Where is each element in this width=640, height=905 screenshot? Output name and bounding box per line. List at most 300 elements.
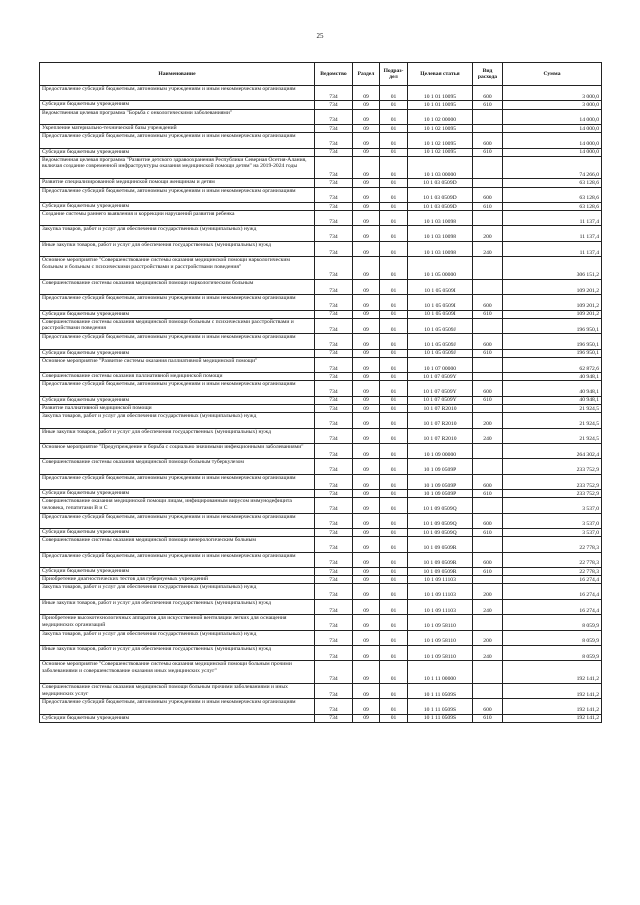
cell-vid-rashoda: 610	[473, 202, 503, 210]
cell-vid-rashoda	[473, 179, 503, 187]
cell-vedomstvo: 734	[315, 513, 353, 528]
cell-summa: 16 274,4	[503, 576, 602, 584]
header-summa: Сумма	[503, 63, 602, 86]
cell-vedomstvo: 734	[315, 404, 353, 412]
cell-name: Предоставление субсидий бюджетным, автономным учреждениям и иным некоммерческим организациям	[40, 295, 315, 310]
cell-vedomstvo: 734	[315, 699, 353, 714]
table-row	[40, 584, 602, 599]
cell-summa: 109 201,2	[503, 310, 602, 318]
cell-summa: 63 128,6	[503, 179, 602, 187]
cell-vid-rashoda: 240	[473, 241, 503, 256]
cell-razdel: 09	[353, 474, 380, 489]
cell-name: Субсидии бюджетным учреждениям	[40, 202, 315, 210]
cell-name: Предоставление субсидий бюджетным, автономным учреждениям и иным некоммерческим организациям	[40, 133, 315, 148]
table-row	[40, 576, 602, 584]
cell-vid-rashoda: 600	[473, 513, 503, 528]
cell-summa: 40 948,1	[503, 396, 602, 404]
cell-podrazdel: 01	[380, 349, 408, 357]
cell-razdel: 09	[353, 699, 380, 714]
cell-vedomstvo: 734	[315, 474, 353, 489]
cell-razdel: 09	[353, 156, 380, 179]
cell-vedomstvo: 734	[315, 133, 353, 148]
cell-vid-rashoda	[473, 357, 503, 372]
cell-podrazdel: 01	[380, 615, 408, 630]
cell-razdel: 09	[353, 86, 380, 101]
cell-name: Предоставление субсидий бюджетным, автономным учреждениям и иным некоммерческим организациям	[40, 187, 315, 202]
cell-vedomstvo: 734	[315, 537, 353, 552]
cell-celevaya-statya: 10 1 03 10098	[408, 211, 473, 226]
table-body	[40, 86, 602, 723]
cell-celevaya-statya: 10 1 09 0509R	[408, 552, 473, 567]
cell-celevaya-statya: 10 1 11 00000	[408, 661, 473, 684]
cell-razdel: 09	[353, 615, 380, 630]
cell-vid-rashoda: 610	[473, 490, 503, 498]
cell-vid-rashoda: 610	[473, 349, 503, 357]
cell-razdel: 09	[353, 513, 380, 528]
cell-name: Основное мероприятие "Совершенствование системы оказания медицинской помощи больным прочими заболеваниями и совершенствование оказания иных медицинских услуг"	[40, 661, 315, 684]
cell-vedomstvo: 734	[315, 156, 353, 179]
cell-podrazdel: 01	[380, 661, 408, 684]
cell-vid-rashoda: 610	[473, 101, 503, 109]
cell-celevaya-statya: 10 1 03 0509D	[408, 187, 473, 202]
cell-celevaya-statya: 10 1 09 58110	[408, 615, 473, 630]
table-row	[40, 498, 602, 513]
cell-podrazdel: 01	[380, 279, 408, 294]
table-row	[40, 714, 602, 722]
cell-podrazdel: 01	[380, 257, 408, 280]
cell-celevaya-statya: 10 1 05 00000	[408, 257, 473, 280]
cell-vid-rashoda	[473, 661, 503, 684]
cell-celevaya-statya: 10 1 03 0509D	[408, 179, 473, 187]
cell-vedomstvo: 734	[315, 357, 353, 372]
cell-razdel: 09	[353, 310, 380, 318]
table-row	[40, 413, 602, 428]
cell-razdel: 09	[353, 404, 380, 412]
cell-summa: 8 059,9	[503, 615, 602, 630]
cell-vedomstvo: 734	[315, 101, 353, 109]
cell-vedomstvo: 734	[315, 498, 353, 513]
cell-podrazdel: 01	[380, 459, 408, 474]
cell-razdel: 09	[353, 179, 380, 187]
cell-name: Приобретение диагностических тестов для губернуемых учреждений	[40, 576, 315, 584]
table-row	[40, 490, 602, 498]
cell-name: Совершенствование системы оказания медицинской помощи наркологическим больным	[40, 279, 315, 294]
cell-vedomstvo: 734	[315, 279, 353, 294]
cell-vedomstvo: 734	[315, 529, 353, 537]
cell-vid-rashoda	[473, 279, 503, 294]
cell-podrazdel: 01	[380, 498, 408, 513]
table-row	[40, 443, 602, 458]
cell-vid-rashoda: 610	[473, 310, 503, 318]
cell-summa: 306 151,2	[503, 257, 602, 280]
table-row	[40, 459, 602, 474]
cell-podrazdel: 01	[380, 645, 408, 660]
cell-summa: 109 201,2	[503, 295, 602, 310]
cell-summa: 3 537,0	[503, 498, 602, 513]
cell-vedomstvo: 734	[315, 257, 353, 280]
cell-vid-rashoda	[473, 459, 503, 474]
cell-summa: 14 000,0	[503, 148, 602, 156]
cell-summa: 11 137,4	[503, 241, 602, 256]
cell-vedomstvo: 734	[315, 645, 353, 660]
cell-celevaya-statya: 10 1 01 10095	[408, 101, 473, 109]
cell-summa: 21 924,5	[503, 413, 602, 428]
cell-summa: 8 059,9	[503, 645, 602, 660]
cell-name: Предоставление субсидий бюджетным, автономным учреждениям и иным некоммерческим организациям	[40, 381, 315, 396]
cell-podrazdel: 01	[380, 133, 408, 148]
cell-vedomstvo: 734	[315, 552, 353, 567]
cell-vid-rashoda	[473, 404, 503, 412]
header-vedomstvo: Ведомство	[315, 63, 353, 86]
cell-vedomstvo: 734	[315, 334, 353, 349]
cell-podrazdel: 01	[380, 630, 408, 645]
cell-name: Предоставление субсидий бюджетным, автономным учреждениям и иным некоммерческим организациям	[40, 86, 315, 101]
cell-summa: 192 141,2	[503, 683, 602, 698]
cell-celevaya-statya: 10 1 02 10095	[408, 148, 473, 156]
cell-podrazdel: 01	[380, 156, 408, 179]
cell-razdel: 09	[353, 584, 380, 599]
table-row	[40, 357, 602, 372]
cell-podrazdel: 01	[380, 226, 408, 241]
cell-name: Иные закупки товаров, работ и услуг для обеспечения государственных (муниципальных) нужд	[40, 241, 315, 256]
cell-podrazdel: 01	[380, 211, 408, 226]
table-row	[40, 310, 602, 318]
cell-name: Основное мероприятие "Развитие системы оказания паллиативной медицинской помощи"	[40, 357, 315, 372]
table-row	[40, 474, 602, 489]
cell-vid-rashoda: 600	[473, 381, 503, 396]
cell-vid-rashoda	[473, 615, 503, 630]
cell-celevaya-statya: 10 1 07 0509Y	[408, 373, 473, 381]
table-row	[40, 86, 602, 101]
cell-celevaya-statya: 10 1 09 11103	[408, 584, 473, 599]
cell-summa: 233 752,9	[503, 474, 602, 489]
cell-podrazdel: 01	[380, 86, 408, 101]
cell-summa: 14 000,0	[503, 124, 602, 132]
cell-summa: 14 000,0	[503, 109, 602, 124]
header-podrazdel: Подраз- дел	[380, 63, 408, 86]
cell-name: Закупка товаров, работ и услуг для обеспечения государственных (муниципальных) нужд	[40, 413, 315, 428]
cell-podrazdel: 01	[380, 413, 408, 428]
cell-vedomstvo: 734	[315, 295, 353, 310]
cell-podrazdel: 01	[380, 396, 408, 404]
cell-razdel: 09	[353, 714, 380, 722]
cell-summa: 21 924,5	[503, 428, 602, 443]
cell-summa: 74 266,0	[503, 156, 602, 179]
cell-vid-rashoda	[473, 318, 503, 333]
table-row	[40, 529, 602, 537]
cell-summa: 11 137,4	[503, 226, 602, 241]
cell-vedomstvo: 734	[315, 349, 353, 357]
cell-name: Субсидии бюджетным учреждениям	[40, 310, 315, 318]
cell-razdel: 09	[353, 202, 380, 210]
cell-summa: 21 924,5	[503, 404, 602, 412]
cell-podrazdel: 01	[380, 202, 408, 210]
cell-podrazdel: 01	[380, 428, 408, 443]
cell-podrazdel: 01	[380, 529, 408, 537]
cell-vid-rashoda	[473, 498, 503, 513]
cell-vedomstvo: 734	[315, 241, 353, 256]
cell-name: Субсидии бюджетным учреждениям	[40, 714, 315, 722]
cell-celevaya-statya: 10 1 05 0509I	[408, 279, 473, 294]
cell-summa: 40 948,1	[503, 381, 602, 396]
cell-razdel: 09	[353, 109, 380, 124]
cell-celevaya-statya: 10 1 09 11103	[408, 576, 473, 584]
table-row	[40, 133, 602, 148]
cell-vedomstvo: 734	[315, 109, 353, 124]
cell-vid-rashoda: 200	[473, 226, 503, 241]
cell-celevaya-statya: 10 1 09 00000	[408, 443, 473, 458]
cell-vedomstvo: 734	[315, 226, 353, 241]
cell-name: Развитие паллиативной медицинской помощи	[40, 404, 315, 412]
table-row	[40, 148, 602, 156]
cell-name: Предоставление субсидий бюджетным, автономным учреждениям и иным некоммерческим организациям	[40, 513, 315, 528]
cell-razdel: 09	[353, 498, 380, 513]
cell-vedomstvo: 734	[315, 443, 353, 458]
cell-summa: 16 274,4	[503, 599, 602, 614]
cell-celevaya-statya: 10 1 05 0509J	[408, 318, 473, 333]
cell-vedomstvo: 734	[315, 428, 353, 443]
cell-vedomstvo: 734	[315, 124, 353, 132]
cell-podrazdel: 01	[380, 513, 408, 528]
cell-vid-rashoda: 610	[473, 568, 503, 576]
page-number: 25	[316, 32, 324, 40]
cell-vedomstvo: 734	[315, 318, 353, 333]
cell-vedomstvo: 734	[315, 459, 353, 474]
cell-vid-rashoda	[473, 211, 503, 226]
cell-celevaya-statya: 10 1 07 R2010	[408, 413, 473, 428]
cell-vid-rashoda	[473, 373, 503, 381]
cell-vedomstvo: 734	[315, 490, 353, 498]
cell-podrazdel: 01	[380, 599, 408, 614]
cell-name: Совершенствование системы оказания медицинской помощи больным прочими заболеваниями и иных медицинских услуг	[40, 683, 315, 698]
cell-vedomstvo: 734	[315, 568, 353, 576]
header-razdel: Раздел	[353, 63, 380, 86]
cell-vedomstvo: 734	[315, 599, 353, 614]
cell-vedomstvo: 734	[315, 179, 353, 187]
cell-razdel: 09	[353, 529, 380, 537]
cell-name: Предоставление субсидий бюджетным, автономным учреждениям и иным некоммерческим организациям	[40, 474, 315, 489]
cell-name: Иные закупки товаров, работ и услуг для обеспечения государственных (муниципальных) нужд	[40, 599, 315, 614]
cell-vedomstvo: 734	[315, 211, 353, 226]
cell-vedomstvo: 734	[315, 683, 353, 698]
cell-celevaya-statya: 10 1 01 10095	[408, 86, 473, 101]
cell-podrazdel: 01	[380, 576, 408, 584]
cell-podrazdel: 01	[380, 683, 408, 698]
cell-podrazdel: 01	[380, 714, 408, 722]
cell-vedomstvo: 734	[315, 584, 353, 599]
table-row	[40, 295, 602, 310]
cell-razdel: 09	[353, 428, 380, 443]
cell-name: Основное мероприятие "Совершенствование системы оказания медицинской помощи наркологическим больным и больным с психическими расстройствами и расстройствами поведения"	[40, 257, 315, 280]
cell-vedomstvo: 734	[315, 381, 353, 396]
cell-vid-rashoda	[473, 683, 503, 698]
cell-summa: 3 537,0	[503, 513, 602, 528]
cell-razdel: 09	[353, 683, 380, 698]
cell-vedomstvo: 734	[315, 396, 353, 404]
cell-summa: 14 000,0	[503, 133, 602, 148]
cell-podrazdel: 01	[380, 490, 408, 498]
cell-podrazdel: 01	[380, 443, 408, 458]
table-row	[40, 279, 602, 294]
cell-name: Приобретение высокотехнологичных аппаратов для искусственной вентиляции легких для оснащения медицинских организаций	[40, 615, 315, 630]
cell-celevaya-statya: 10 1 07 R2010	[408, 404, 473, 412]
table-row	[40, 699, 602, 714]
cell-podrazdel: 01	[380, 241, 408, 256]
cell-celevaya-statya: 10 1 09 0509Q	[408, 529, 473, 537]
cell-name: Совершенствование системы оказания паллиативной медицинской помощи	[40, 373, 315, 381]
cell-vedomstvo: 734	[315, 373, 353, 381]
cell-podrazdel: 01	[380, 357, 408, 372]
cell-podrazdel: 01	[380, 295, 408, 310]
cell-celevaya-statya: 10 1 09 0509P	[408, 474, 473, 489]
cell-razdel: 09	[353, 396, 380, 404]
cell-razdel: 09	[353, 645, 380, 660]
cell-celevaya-statya: 10 1 07 00000	[408, 357, 473, 372]
cell-summa: 233 752,9	[503, 459, 602, 474]
cell-celevaya-statya: 10 1 07 0509Y	[408, 396, 473, 404]
cell-vid-rashoda	[473, 156, 503, 179]
cell-celevaya-statya: 10 1 09 0509P	[408, 459, 473, 474]
cell-celevaya-statya: 10 1 09 0509P	[408, 490, 473, 498]
table-row	[40, 404, 602, 412]
cell-celevaya-statya: 10 1 09 58110	[408, 630, 473, 645]
cell-summa: 196 950,1	[503, 349, 602, 357]
table-row	[40, 615, 602, 630]
cell-summa: 22 778,3	[503, 537, 602, 552]
cell-razdel: 09	[353, 552, 380, 567]
cell-name: Субсидии бюджетным учреждениям	[40, 568, 315, 576]
table-row	[40, 428, 602, 443]
cell-podrazdel: 01	[380, 101, 408, 109]
cell-razdel: 09	[353, 413, 380, 428]
cell-vedomstvo: 734	[315, 615, 353, 630]
cell-summa: 192 141,2	[503, 661, 602, 684]
cell-vid-rashoda: 600	[473, 699, 503, 714]
cell-celevaya-statya: 10 1 02 10095	[408, 133, 473, 148]
cell-celevaya-statya: 10 1 11 0509S	[408, 699, 473, 714]
cell-razdel: 09	[353, 599, 380, 614]
cell-celevaya-statya: 10 1 05 0509J	[408, 334, 473, 349]
cell-name: Субсидии бюджетным учреждениям	[40, 396, 315, 404]
cell-razdel: 09	[353, 124, 380, 132]
cell-summa: 8 059,9	[503, 630, 602, 645]
cell-podrazdel: 01	[380, 124, 408, 132]
cell-vedomstvo: 734	[315, 413, 353, 428]
table-row	[40, 599, 602, 614]
cell-summa: 22 778,3	[503, 552, 602, 567]
cell-vid-rashoda: 600	[473, 552, 503, 567]
cell-razdel: 09	[353, 279, 380, 294]
cell-name: Укрепление материально-технической базы учреждений	[40, 124, 315, 132]
cell-celevaya-statya: 10 1 09 0509R	[408, 537, 473, 552]
cell-celevaya-statya: 10 1 05 0509J	[408, 349, 473, 357]
table-header	[40, 63, 602, 86]
cell-podrazdel: 01	[380, 179, 408, 187]
cell-vid-rashoda	[473, 537, 503, 552]
cell-podrazdel: 01	[380, 699, 408, 714]
cell-vid-rashoda: 600	[473, 86, 503, 101]
cell-celevaya-statya: 10 1 09 0509Q	[408, 498, 473, 513]
cell-vedomstvo: 734	[315, 630, 353, 645]
cell-podrazdel: 01	[380, 318, 408, 333]
cell-vid-rashoda: 610	[473, 148, 503, 156]
cell-celevaya-statya: 10 1 05 0509I	[408, 310, 473, 318]
cell-podrazdel: 01	[380, 310, 408, 318]
cell-summa: 3 537,0	[503, 529, 602, 537]
cell-name: Иные закупки товаров, работ и услуг для обеспечения государственных (муниципальных) нужд	[40, 428, 315, 443]
cell-name: Совершенствование системы оказания медицинской помощи венерологическим больным	[40, 537, 315, 552]
cell-razdel: 09	[353, 349, 380, 357]
cell-name: Предоставление субсидий бюджетным, автономным учреждениям и иным некоммерческим организациям	[40, 552, 315, 567]
cell-razdel: 09	[353, 148, 380, 156]
cell-vid-rashoda: 600	[473, 133, 503, 148]
cell-podrazdel: 01	[380, 148, 408, 156]
cell-vid-rashoda: 200	[473, 413, 503, 428]
cell-celevaya-statya: 10 1 09 0509R	[408, 568, 473, 576]
budget-table	[39, 62, 602, 723]
cell-razdel: 09	[353, 576, 380, 584]
cell-celevaya-statya: 10 1 05 0509I	[408, 295, 473, 310]
cell-vid-rashoda	[473, 124, 503, 132]
cell-vid-rashoda: 600	[473, 334, 503, 349]
cell-razdel: 09	[353, 568, 380, 576]
cell-vedomstvo: 734	[315, 576, 353, 584]
table-row	[40, 101, 602, 109]
table-row	[40, 396, 602, 404]
cell-vid-rashoda: 600	[473, 187, 503, 202]
cell-name: Иные закупки товаров, работ и услуг для обеспечения государственных (муниципальных) нужд	[40, 645, 315, 660]
table-row	[40, 187, 602, 202]
cell-summa: 192 141,2	[503, 714, 602, 722]
table-row	[40, 552, 602, 567]
cell-name: Ведомственная целевая программа "Развитие детского здравоохранения Республики Северная Осетия-Алания, включая создание современной инфраструктуры оказания медицинской помощи детям" на 2019-2024 годы	[40, 156, 315, 179]
table-row	[40, 568, 602, 576]
cell-razdel: 09	[353, 357, 380, 372]
cell-razdel: 09	[353, 295, 380, 310]
cell-vid-rashoda: 240	[473, 645, 503, 660]
cell-celevaya-statya: 10 1 07 R2010	[408, 428, 473, 443]
cell-vid-rashoda	[473, 257, 503, 280]
cell-podrazdel: 01	[380, 381, 408, 396]
cell-podrazdel: 01	[380, 109, 408, 124]
cell-razdel: 09	[353, 443, 380, 458]
header-celevaya-statya: Целевая статья	[408, 63, 473, 86]
cell-summa: 22 778,3	[503, 568, 602, 576]
cell-summa: 196 950,1	[503, 334, 602, 349]
cell-vedomstvo: 734	[315, 86, 353, 101]
cell-podrazdel: 01	[380, 474, 408, 489]
cell-name: Создание системы раннего выявления и коррекции нарушений развития ребенка	[40, 211, 315, 226]
cell-podrazdel: 01	[380, 334, 408, 349]
cell-celevaya-statya: 10 1 03 00000	[408, 156, 473, 179]
cell-summa: 40 948,1	[503, 373, 602, 381]
table-row	[40, 661, 602, 684]
cell-celevaya-statya: 10 1 03 0509D	[408, 202, 473, 210]
header-vid-rashoda: Вид расхода	[473, 63, 503, 86]
cell-summa: 16 274,4	[503, 584, 602, 599]
cell-razdel: 09	[353, 381, 380, 396]
cell-name: Совершенствование системы оказания медицинской помощи больным с психическими расстройствами и расстройствами поведения	[40, 318, 315, 333]
table-row	[40, 537, 602, 552]
cell-vedomstvo: 734	[315, 714, 353, 722]
cell-vid-rashoda	[473, 109, 503, 124]
cell-vedomstvo: 734	[315, 148, 353, 156]
cell-summa: 11 137,4	[503, 211, 602, 226]
cell-razdel: 09	[353, 226, 380, 241]
cell-podrazdel: 01	[380, 404, 408, 412]
cell-razdel: 09	[353, 318, 380, 333]
cell-summa: 3 000,0	[503, 86, 602, 101]
